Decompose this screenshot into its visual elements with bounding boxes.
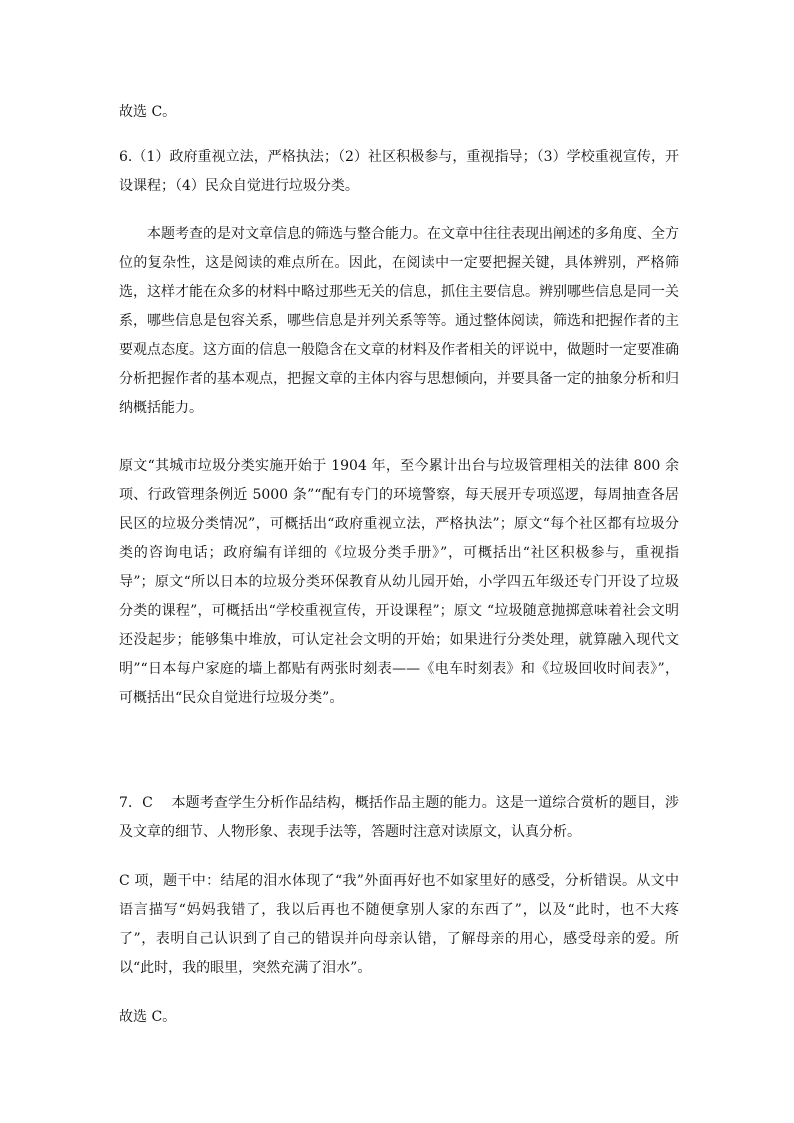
answer-conclusion-7: 故选 C。	[119, 1009, 177, 1025]
answer-6: 6.（1）政府重视立法，严格执法；（2）社区积极参与，重视指导；（3）学校重视宣传，开设课程；（4）民众自觉进行垃圾分类。	[119, 149, 679, 194]
analysis-7-option-c: C 项，题干中：结尾的泪水体现了“我”外面再好也不如家里好的感受，分析错误。从文中语言描写“妈妈我错了，我以后再也不随便拿别人家的东西了”，以及“此时，也不大疼了”，表明自己认识到了自己的错误并向母亲认错，了解母亲的用心，感受母亲的爱。所以“此时，我的眼里，突然充满了泪水”。	[119, 873, 679, 976]
analysis-6-method: 本题考查的是对文章信息的筛选与整合能力。在文章中往往表现出阐述的多角度、全方位的复杂性，这是阅读的难点所在。因此，在阅读中一定要把握关键，具体辨别，严格筛选，这样才能在众多的材料中略过那些无关的信息，抓住主要信息。辨别哪些信息是同一关系，哪些信息是包容关系，哪些信息是并列关系等等。通过整体阅读，筛选和把握作者的主要观点态度。这方面的信息一般隐含在文章的材料及作者相关的评说中，做题时一定要准确分析把握作者的基本观点，把握文章的主体内容与思想倾向，并要具备一定的抽象分析和归纳概括能力。	[119, 226, 679, 416]
answer-conclusion-5: 故选 C。	[119, 104, 177, 120]
analysis-6-detail: 原文“其城市垃圾分类实施开始于 1904 年，至今累计出台与垃圾管理相关的法律 800 余项、行政管理条例近 5000 条”“配有专门的环境警察，每天展开专项巡逻，每周抽查各居民区的垃圾分类情况”，可概括出“政府重视立法，严格执法”；原文“每个社区都有垃圾分类的咨询电话；政府编有详细的《垃圾分类手册》”，可概括出“社区积极参与，重视指导”；原文“所以日本的垃圾分类环保教育从幼儿园开始，小学四五年级还专门开设了垃圾分类的课程”，可概括出“学校重视宣传，开设课程”；原文 “垃圾随意抛掷意味着社会文明还没起步；能够集中堆放，可认定社会文明的开始；如果进行分类处理，就算融入现代文明”“日本每户家庭的墙上都贴有两张时刻表——《电车时刻表》和《垃圾回收时间表》”，可概括出“民众自觉进行垃圾分类”。	[119, 458, 679, 706]
answer-7: 7．C 本题考查学生分析作品结构，概括作品主题的能力。这是一道综合赏析的题目，涉及文章的细节、人物形象、表现手法等，答题时注意对读原文，认真分析。	[119, 795, 679, 840]
